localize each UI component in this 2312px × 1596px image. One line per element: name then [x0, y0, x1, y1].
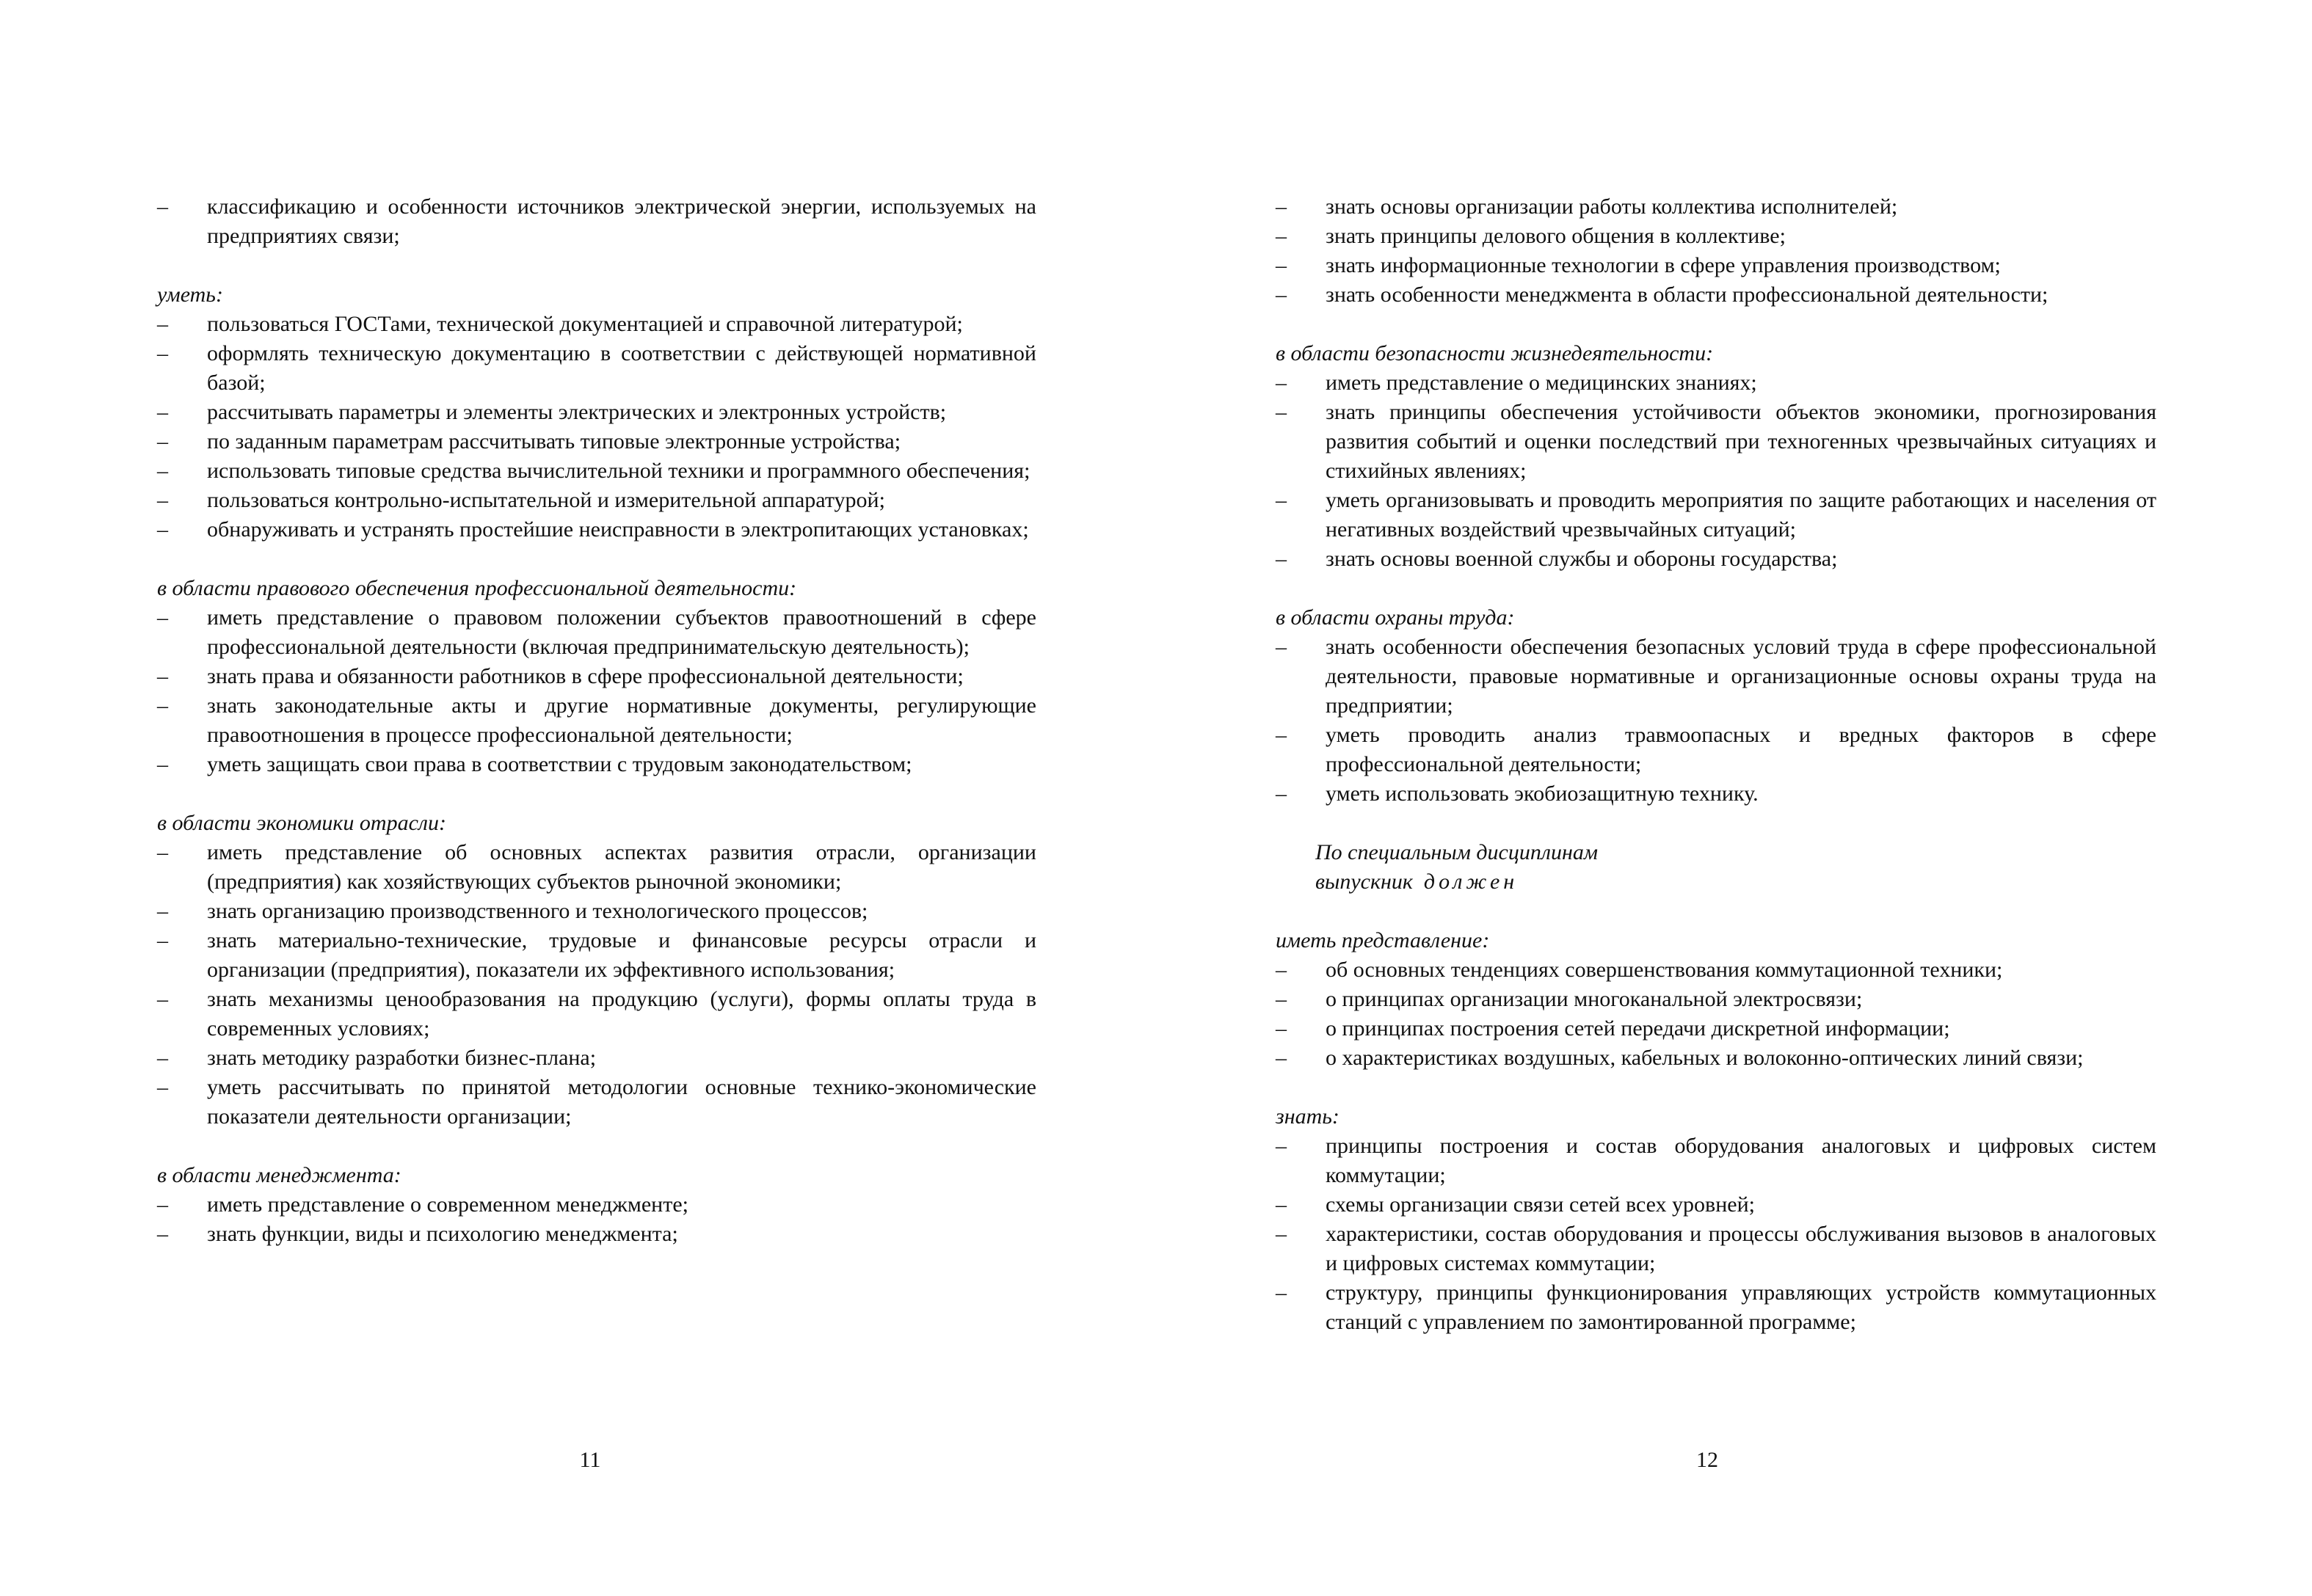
- list-item: – по заданным параметрам рассчитывать типовые электронные устройства;: [157, 427, 1036, 456]
- list-item: – о принципах построения сетей передачи дискретной информации;: [1276, 1014, 2156, 1043]
- intro-line-2-spaced: должен: [1423, 870, 1519, 894]
- list-item: – иметь представление об основных аспектах развития отрасли, организации (предприятия) как хозяйствующих субъектов рыночной экономики;: [157, 838, 1036, 897]
- list-item: – знать механизмы ценообразования на продукцию (услуги), формы оплаты труда в современных условиях;: [157, 985, 1036, 1043]
- list-item: – характеристики, состав оборудования и процессы обслуживания вызовов в аналоговых и цифровых системах коммутации;: [1276, 1220, 2156, 1278]
- list-item: – знать права и обязанности работников в сфере профессиональной деятельности;: [157, 662, 1036, 691]
- section-heading-economics: в области экономики отрасли:: [157, 811, 446, 835]
- list-item: – классификацию и особенности источников электрической энергии, используемых на предприятиях связи;: [157, 192, 1036, 251]
- intro-line-2-prefix: выпускник: [1315, 870, 1413, 894]
- page-number: 11: [579, 1448, 601, 1472]
- list-item: – иметь представление о правовом положении субъектов правоотношений в сфере профессиональной деятельности (включая предпринимательскую деятельность);: [157, 603, 1036, 662]
- list-item: – использовать типовые средства вычислительной техники и программного обеспечения;: [157, 456, 1036, 486]
- section-list-management: [157, 1190, 1036, 1249]
- list-item: – принципы построения и состав оборудования аналоговых и цифровых систем коммутации;: [1276, 1132, 2156, 1190]
- list-item: – уметь проводить анализ травмоопасных и вредных факторов в сфере профессиональной деятельности;: [1276, 721, 2156, 779]
- section-heading-management: в области менеджмента:: [157, 1163, 401, 1187]
- list-item: – знать принципы делового общения в коллективе;: [1276, 222, 2156, 251]
- list-item: – о характеристиках воздушных, кабельных и волоконно-оптических линий связи;: [1276, 1043, 2156, 1073]
- list-item: – знать функции, виды и психологию менеджмента;: [157, 1220, 1036, 1249]
- list-item: – знать законодательные акты и другие нормативные документы, регулирующие правоотношения в процессе профессиональной деятельности;: [157, 691, 1036, 750]
- list-item: – иметь представление о современном менеджменте;: [157, 1190, 1036, 1220]
- intro-line-2: [1315, 867, 2156, 897]
- left-page-text: [157, 192, 1036, 1249]
- list-item: – оформлять техническую документацию в соответствии с действующей нормативной базой;: [157, 339, 1036, 398]
- section-list-umet: [157, 310, 1036, 544]
- section-heading-represent: иметь представление:: [1276, 928, 1490, 952]
- section-heading-safety: в области безопасности жизнедеятельности:: [1276, 341, 1714, 365]
- intro-line-1: По специальным дисциплинам: [1315, 840, 1598, 864]
- section-heading-labor: в области охраны труда:: [1276, 605, 1515, 630]
- section-list-economics: [157, 838, 1036, 1132]
- list-item: – рассчитывать параметры и элементы электрических и электронных устройств;: [157, 398, 1036, 427]
- section-list-legal: [157, 603, 1036, 779]
- right-page-text: [1276, 192, 2156, 1337]
- list-item: – знать материально-технические, трудовые и финансовые ресурсы отрасли и организации (предприятия), показатели их эффективного использования;: [157, 926, 1036, 985]
- list-item: – знать основы военной службы и обороны государства;: [1276, 544, 2156, 574]
- list-item: – уметь организовывать и проводить мероприятия по защите работающих и населения от негативных воздействий чрезвычайных ситуаций;: [1276, 486, 2156, 544]
- list-item: – знать методику разработки бизнес-плана;: [157, 1043, 1036, 1073]
- list-item: – знать особенности обеспечения безопасных условий труда в сфере профессиональной деятельности, правовые нормативные и организационные основы охраны труда на предприятии;: [1276, 633, 2156, 721]
- section-intro-list: [157, 192, 1036, 251]
- list-item: – обнаруживать и устранять простейшие неисправности в электропитающих установках;: [157, 515, 1036, 544]
- list-item: – о принципах организации многоканальной электросвязи;: [1276, 985, 2156, 1014]
- page-number: 12: [1696, 1448, 1718, 1472]
- list-item: – уметь использовать экобиозащитную технику.: [1276, 779, 2156, 809]
- list-item: – знать особенности менеджмента в области профессиональной деятельности;: [1276, 280, 2156, 310]
- section-heading-umet: уметь:: [157, 283, 223, 307]
- list-item: – уметь защищать свои права в соответствии с трудовым законодательством;: [157, 750, 1036, 779]
- list-item: – структуру, принципы функционирования управляющих устройств коммутационных станций с управлением по замонтированной программе;: [1276, 1278, 2156, 1337]
- section-list-safety: [1276, 368, 2156, 574]
- list-item: – уметь рассчитывать по принятой методологии основные технико-экономические показатели деятельности организации;: [157, 1073, 1036, 1132]
- list-item: – знать принципы обеспечения устойчивости объектов экономики, прогнозирования развития событий и оценки последствий при техногенных чрезвычайных ситуациях и стихийных явлениях;: [1276, 398, 2156, 486]
- list-item: – знать основы организации работы коллектива исполнителей;: [1276, 192, 2156, 222]
- list-item: – иметь представление о медицинских знаниях;: [1276, 368, 2156, 398]
- list-item: – об основных тенденциях совершенствования коммутационной техники;: [1276, 955, 2156, 985]
- section-list-know: [1276, 1132, 2156, 1337]
- list-item: – знать информационные технологии в сфере управления производством;: [1276, 251, 2156, 280]
- list-item: – пользоваться ГОСТами, технической документацией и справочной литературой;: [157, 310, 1036, 339]
- list-item: – схемы организации связи сетей всех уровней;: [1276, 1190, 2156, 1220]
- section-heading-know: знать:: [1276, 1104, 1339, 1129]
- section-list-management-cont: [1276, 192, 2156, 310]
- special-disciplines-intro: [1276, 838, 2156, 897]
- list-item: – знать организацию производственного и технологического процессов;: [157, 897, 1036, 926]
- list-item: – пользоваться контрольно-испытательной и измерительной аппаратурой;: [157, 486, 1036, 515]
- section-list-labor: [1276, 633, 2156, 809]
- section-heading-legal: в области правового обеспечения профессиональной деятельности:: [157, 576, 797, 600]
- section-list-represent: [1276, 955, 2156, 1073]
- right-page: [1156, 0, 2312, 1596]
